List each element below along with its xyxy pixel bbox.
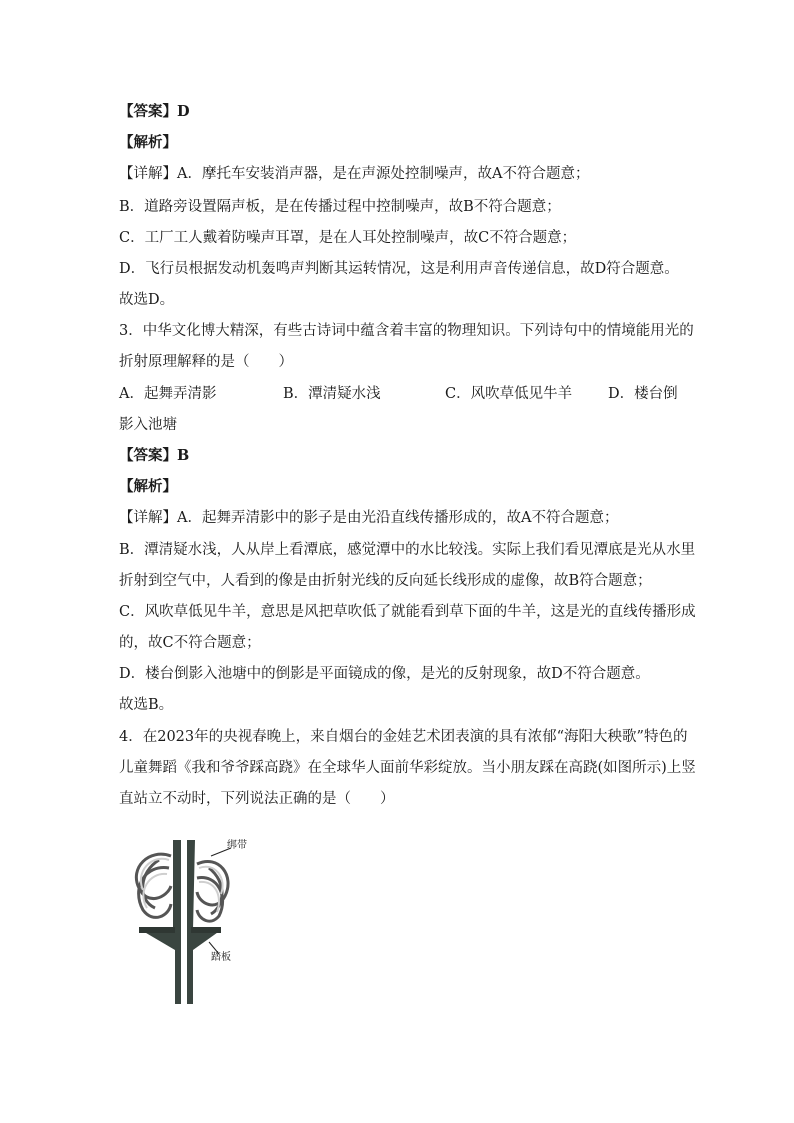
conclusion-line: 故选B。 — [119, 697, 174, 713]
option-a: A．起舞弄清影 — [119, 386, 217, 402]
detail-line: 的，故C不符合题意； — [119, 635, 261, 651]
answer-label-2: 【答案】B — [119, 447, 190, 464]
detail-line: B．潭清疑水浅，人从岸上看潭底，感觉潭中的水比较浅。实际上我们看见潭底是光从水里 — [119, 542, 696, 558]
option-c: C．风吹草低见牛羊 — [445, 386, 573, 402]
detail-line: 折射到空气中，人看到的像是由折射光线的反向延长线形成的虚像，故B符合题意； — [119, 573, 652, 589]
option-d: D．楼台倒 — [608, 386, 678, 402]
question-3-text: 折射原理解释的是（ ） — [119, 354, 293, 370]
question-3-text: 3．中华文化博大精深，有些古诗词中蕴含着丰富的物理知识。下列诗句中的情境能用光的 — [119, 323, 694, 339]
detail-line: C．风吹草低见牛羊，意思是风把草吹低了就能看到草下面的牛羊，这是光的直线传播形成 — [119, 604, 696, 620]
stilts-illustration — [119, 838, 249, 1008]
detail-line: B．道路旁设置隔声板，是在传播过程中控制噪声，故B不符合题意； — [119, 199, 561, 215]
answer-label-1: 【答案】D — [119, 103, 190, 120]
question-4-text: 直站立不动时，下列说法正确的是（ ） — [119, 791, 395, 807]
conclusion-line: 故选D。 — [119, 292, 175, 308]
left-footboard — [139, 927, 175, 933]
analysis-label-2: 【解析】 — [119, 478, 177, 495]
figure-label-strap: 绑带 — [227, 840, 247, 851]
analysis-label-1: 【解析】 — [119, 134, 177, 151]
detail-line: C．工厂工人戴着防噪声耳罩，是在人耳处控制噪声，故C不符合题意； — [119, 230, 577, 246]
question-4-text: 4．在2023年的央视春晚上，来自烟台的金娃艺术团表演的具有浓郁“海阳大秧歌”特色的 — [119, 729, 688, 745]
right-footboard — [191, 927, 221, 933]
detail-line: 【详解】A．起舞弄清影中的影子是由光沿直线传播形成的，故A不符合题意； — [119, 510, 619, 526]
question-4-text: 儿童舞蹈《我和爷爷踩高跷》在全球华人面前华彩绽放。当小朋友踩在高跷(如图所示)上竖 — [119, 760, 696, 776]
option-b: B．潭清疑水浅 — [283, 386, 381, 402]
detail-line: D．飞行员根据发动机轰鸣声判断其运转情况，这是利用声音传递信息，故D符合题意。 — [119, 261, 679, 277]
stilts-figure — [119, 838, 249, 1008]
option-d-continued: 影入池塘 — [119, 417, 177, 433]
figure-label-footboard: 踏板 — [211, 952, 231, 963]
detail-line: D．楼台倒影入池塘中的倒影是平面镜成的像，是光的反射现象，故D不符合题意。 — [119, 666, 650, 682]
detail-line: 【详解】A．摩托车安装消声器，是在声源处控制噪声，故A不符合题意； — [119, 166, 590, 182]
